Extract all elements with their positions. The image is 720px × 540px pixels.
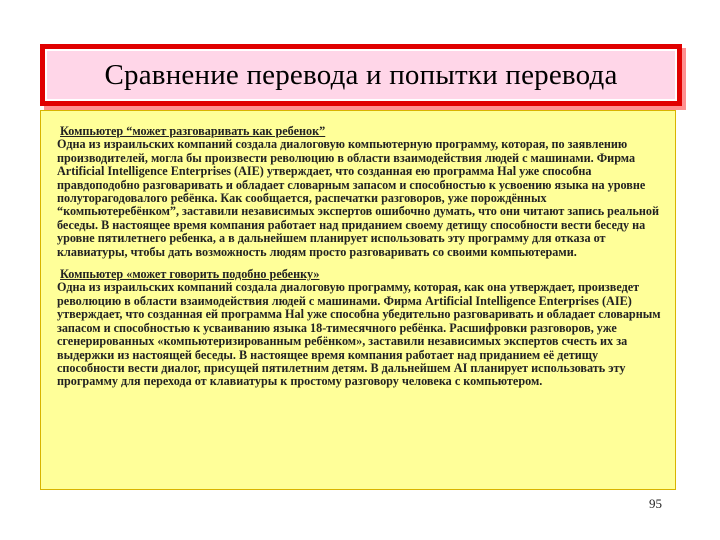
section-heading: Компьютер “может разговаривать как ребенок” <box>60 124 326 138</box>
section-translation <box>57 268 665 389</box>
page-number: 95 <box>649 496 662 511</box>
title-banner <box>40 44 682 106</box>
section-body: Одна из израильских компаний создала диалоговую компьютерную программу, которая, по заявлению производителей, могла бы произвести революцию в области взаимодействия людей с машинами. Фирма Artificial Intelligence Enterprises (AIE) утверждает, что созданная ею программа Hal уже способна правдоподобно разговаривать и обладает словарным запасом и способностью к усвоению языка на уровне полуторагодовалого ребёнка. Как сообщается, распечатки разговоров, уже порождённых “компьютеребёнком”, заставили независимых экспертов ошибочно думать, что они читают запись реальной беседы. В настоящее время компания работает над приданием своему детищу способности вести беседу на уровне пятилетнего ребенка, а в дальнейшем планирует использовать эту программу для отказа от клавиатуры, чтобы дать возможность людям просто разговаривать со своими компьютерами. <box>57 137 659 259</box>
slide-title: Сравнение перевода и попытки перевода <box>104 58 618 91</box>
section-original <box>57 125 665 259</box>
section-body: Одна из израильских компаний создала диалоговую программу, которая, как она утверждает, произведет революцию в области взаимодействия людей с машинами. Фирма Artificial Intelligence Enterprises (AIE) утверждает, что созданная ей программа Hal уже способна убедительно разговаривать и обладает словарным запасом и способностью к усваиванию языка 18-тимесячного ребёнка. Расшифровки разговоров, уже сгенерированных «компьютеризированным ребёнком», заставили независимых экспертов счесть их за выдержки из настоящей беседы. В настоящее время компания работает над приданием её детищу способности вести диалог, присущей пятилетним детям. В дальнейшем AI планирует использовать эту программу для перехода от клавиатуры к простому разговору человека с компьютером. <box>57 280 661 389</box>
text-panel <box>40 110 676 490</box>
section-heading: Компьютер «может говорить подобно ребенку» <box>60 267 320 282</box>
